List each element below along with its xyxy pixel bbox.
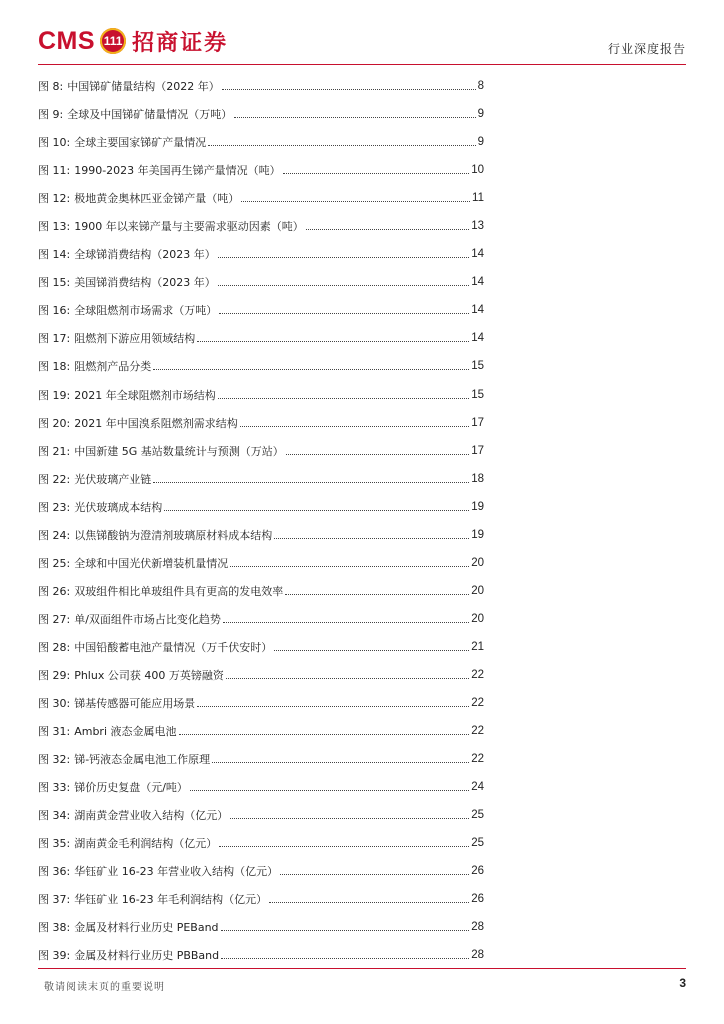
toc-entry-label: 图 15: [38, 276, 71, 290]
toc-entry-label: 图 8: [38, 80, 64, 94]
toc-dot-leader [234, 116, 475, 118]
toc-entry-page: 14 [471, 304, 484, 317]
toc-dot-leader [269, 901, 469, 903]
toc-dot-leader [226, 677, 469, 679]
toc-entry[interactable] [38, 941, 484, 969]
toc-entry-title: 单/双面组件市场占比变化趋势 [74, 612, 221, 626]
toc-entry-label: 图 36: [38, 865, 71, 879]
disclaimer-note: 敬请阅读末页的重要说明 [44, 982, 165, 993]
toc-entry[interactable] [38, 212, 484, 240]
toc-dot-leader [218, 284, 470, 286]
toc-entry-page: 19 [471, 500, 484, 513]
toc-entry-page: 25 [471, 837, 484, 850]
toc-entry-label: 图 16: [38, 304, 71, 318]
toc-entry-label: 图 21: [38, 444, 71, 458]
toc-dot-leader [230, 565, 469, 567]
toc-entry-page: 19 [471, 528, 484, 541]
toc-entry-page: 28 [471, 921, 484, 934]
toc-entry-title: 1990-2023 年美国再生锑产量情况（吨） [74, 164, 281, 178]
toc-dot-leader [274, 649, 469, 651]
toc-entry-label: 图 30: [38, 697, 71, 711]
toc-entry-label: 图 13: [38, 220, 71, 234]
toc-entry[interactable] [38, 100, 484, 128]
toc-entry[interactable] [38, 773, 484, 801]
toc-dot-leader [153, 368, 469, 370]
toc-entry-page: 22 [471, 725, 484, 738]
toc-dot-leader [221, 957, 469, 959]
toc-entry[interactable] [38, 521, 484, 549]
toc-entry[interactable] [38, 465, 484, 493]
toc-entry-title: 2021 年中国溴系阻燃剂需求结构 [74, 416, 238, 430]
toc-entry-label: 图 33: [38, 781, 71, 795]
toc-dot-leader [241, 200, 470, 202]
toc-entry-label: 图 14: [38, 248, 71, 262]
toc-entry[interactable] [38, 913, 484, 941]
toc-entry-label: 图 27: [38, 612, 71, 626]
toc-entry-title: 2021 年全球阻燃剂市场结构 [74, 388, 216, 402]
toc-entry[interactable] [38, 381, 484, 409]
toc-entry[interactable] [38, 493, 484, 521]
toc-entry-page: 9 [477, 108, 484, 121]
figure-index-list [38, 72, 484, 970]
toc-entry-title: Ambri 液态金属电池 [74, 725, 177, 739]
toc-entry[interactable] [38, 268, 484, 296]
toc-entry-label: 图 31: [38, 725, 71, 739]
toc-dot-leader [283, 172, 470, 174]
toc-dot-leader [179, 733, 470, 735]
toc-entry[interactable] [38, 605, 484, 633]
toc-entry-label: 图 17: [38, 332, 71, 346]
toc-entry-page: 25 [471, 809, 484, 822]
page-header [0, 0, 724, 66]
toc-dot-leader [219, 312, 469, 314]
toc-dot-leader [306, 228, 470, 230]
footer-divider [38, 968, 686, 969]
toc-entry[interactable] [38, 72, 484, 100]
toc-dot-leader [221, 929, 470, 931]
toc-entry-page: 10 [471, 164, 484, 177]
toc-entry-page: 14 [471, 332, 484, 345]
toc-entry-label: 图 20: [38, 416, 71, 430]
toc-entry[interactable] [38, 745, 484, 773]
toc-entry-page: 15 [471, 360, 484, 373]
toc-entry-page: 8 [477, 80, 484, 93]
toc-entry[interactable] [38, 717, 484, 745]
toc-entry-page: 17 [471, 444, 484, 457]
toc-entry-title: 华钰矿业 16-23 年毛利润结构（亿元） [74, 893, 268, 907]
toc-entry-title: Phlux 公司获 400 万英镑融资 [74, 669, 224, 682]
toc-entry-page: 20 [471, 612, 484, 625]
toc-entry[interactable] [38, 801, 484, 829]
toc-entry-title: 阻燃剂产品分类 [74, 360, 152, 374]
toc-entry-title: 中国铅酸蓄电池产量情况（万千伏安时） [74, 640, 273, 654]
toc-entry-label: 图 10: [38, 136, 71, 150]
toc-entry[interactable] [38, 885, 484, 913]
logo-text: CMS [38, 26, 96, 55]
toc-dot-leader [222, 88, 476, 90]
toc-entry[interactable] [38, 829, 484, 857]
toc-entry-title: 湖南黄金营业收入结构（亿元） [74, 809, 229, 823]
toc-dot-leader [197, 340, 469, 342]
toc-entry-page: 21 [471, 640, 484, 653]
toc-entry-title: 1900 年以来锑产量与主要需求驱动因素（吨） [74, 220, 304, 234]
toc-entry-page: 26 [471, 865, 484, 878]
toc-entry-page: 22 [471, 753, 484, 766]
toc-dot-leader [212, 761, 469, 763]
header-divider [38, 64, 686, 65]
toc-entry-label: 图 22: [38, 472, 71, 486]
toc-entry-page: 22 [471, 669, 484, 681]
toc-entry[interactable] [38, 184, 484, 212]
toc-entry[interactable] [38, 689, 484, 717]
toc-entry-label: 图 23: [38, 500, 71, 514]
toc-dot-leader [164, 509, 469, 511]
toc-entry-page: 17 [471, 416, 484, 429]
logo-badge-icon: 111 [100, 28, 126, 54]
toc-entry[interactable] [38, 352, 484, 380]
toc-entry-page: 26 [471, 893, 484, 906]
toc-entry-label: 图 26: [38, 584, 71, 598]
toc-entry-page: 18 [471, 472, 484, 485]
toc-entry-label: 图 12: [38, 192, 71, 206]
toc-dot-leader [153, 481, 469, 483]
toc-entry-title: 极地黄金奥林匹亚金锑产量（吨） [74, 192, 240, 206]
toc-entry-label: 图 11: [38, 164, 71, 178]
toc-dot-leader [240, 425, 470, 427]
toc-dot-leader [230, 817, 469, 819]
toc-entry-title: 美国锑消费结构（2023 年） [74, 276, 216, 290]
toc-entry[interactable] [38, 128, 484, 156]
toc-dot-leader [208, 144, 475, 146]
toc-entry-title: 全球主要国家锑矿产量情况 [74, 136, 207, 150]
toc-entry-title: 光伏玻璃产业链 [74, 472, 152, 486]
toc-entry-label: 图 38: [38, 921, 71, 935]
toc-entry-label: 图 39: [38, 949, 71, 963]
toc-entry-title: 光伏玻璃成本结构 [74, 500, 163, 514]
toc-entry-label: 图 18: [38, 360, 71, 374]
toc-entry[interactable] [38, 437, 484, 465]
toc-entry[interactable] [38, 324, 484, 352]
toc-entry[interactable] [38, 857, 484, 885]
toc-entry-label: 图 25: [38, 556, 71, 570]
toc-entry-page: 15 [471, 388, 484, 401]
toc-entry[interactable] [38, 156, 484, 184]
toc-entry[interactable] [38, 296, 484, 324]
toc-entry-page: 20 [471, 584, 484, 597]
toc-entry[interactable] [38, 240, 484, 268]
toc-dot-leader [219, 845, 469, 847]
toc-entry-label: 图 35: [38, 837, 71, 851]
report-type: 行业深度报告 [607, 42, 686, 56]
toc-entry-label: 图 32: [38, 753, 71, 767]
company-name: 招商证券 [132, 30, 229, 56]
toc-entry-title: 阻燃剂下游应用领域结构 [74, 332, 196, 346]
toc-entry[interactable] [38, 661, 484, 689]
toc-entry-label: 图 9: [38, 108, 64, 122]
toc-entry-title: 全球和中国光伏新增装机量情况 [74, 556, 229, 570]
toc-entry-title: 湖南黄金毛利润结构（亿元） [74, 837, 218, 851]
toc-entry-page: 20 [471, 556, 484, 569]
toc-entry[interactable] [38, 549, 484, 577]
toc-entry-title: 华钰矿业 16-23 年营业收入结构（亿元） [74, 865, 279, 879]
toc-dot-leader [218, 256, 470, 258]
toc-entry-title: 锑-钙液态金属电池工作原理 [74, 753, 211, 767]
toc-entry-label: 图 28: [38, 640, 71, 654]
toc-entry[interactable] [38, 633, 484, 661]
toc-entry-page: 11 [472, 192, 484, 205]
toc-entry-label: 图 19: [38, 388, 71, 402]
toc-dot-leader [280, 873, 469, 875]
toc-entry-label: 图 24: [38, 528, 71, 542]
toc-entry-title: 双玻组件相比单玻组件具有更高的发电效率 [74, 584, 284, 598]
toc-entry[interactable] [38, 409, 484, 437]
toc-dot-leader [190, 789, 469, 791]
toc-entry-title: 全球锑消费结构（2023 年） [74, 248, 216, 262]
toc-dot-leader [285, 593, 469, 595]
toc-dot-leader [197, 705, 469, 707]
toc-entry-title: 全球及中国锑矿储量情况（万吨） [67, 108, 233, 122]
toc-entry-page: 28 [471, 949, 484, 962]
toc-entry-title: 金属及材料行业历史 PEBand [74, 921, 219, 935]
toc-entry-page: 14 [471, 248, 484, 261]
toc-entry-label: 图 34: [38, 809, 71, 823]
toc-entry-title: 以焦锑酸钠为澄清剂玻璃原材料成本结构 [74, 528, 273, 542]
toc-entry[interactable] [38, 577, 484, 605]
toc-entry-page: 14 [471, 276, 484, 289]
toc-dot-leader [223, 621, 469, 623]
toc-dot-leader [274, 537, 469, 539]
company-logo [38, 26, 228, 56]
toc-entry-title: 锑基传感器可能应用场景 [74, 697, 196, 711]
toc-dot-leader [286, 453, 469, 455]
toc-entry-page: 13 [471, 220, 484, 233]
toc-entry-page: 24 [471, 781, 484, 794]
toc-entry-title: 中国锑矿储量结构（2022 年） [67, 80, 220, 94]
page-number: 3 [679, 976, 686, 990]
toc-entry-page: 22 [471, 697, 484, 710]
toc-entry-label: 图 29: [38, 669, 71, 682]
toc-entry-title: 中国新建 5G 基站数量统计与预测（万站） [74, 444, 284, 458]
toc-dot-leader [218, 397, 470, 399]
toc-entry-label: 图 37: [38, 893, 71, 907]
toc-entry-page: 9 [477, 136, 484, 149]
toc-entry-title: 锑价历史复盘（元/吨） [74, 781, 188, 795]
toc-entry-title: 全球阻燃剂市场需求（万吨） [74, 304, 218, 318]
toc-entry-title: 金属及材料行业历史 PBBand [74, 949, 220, 963]
